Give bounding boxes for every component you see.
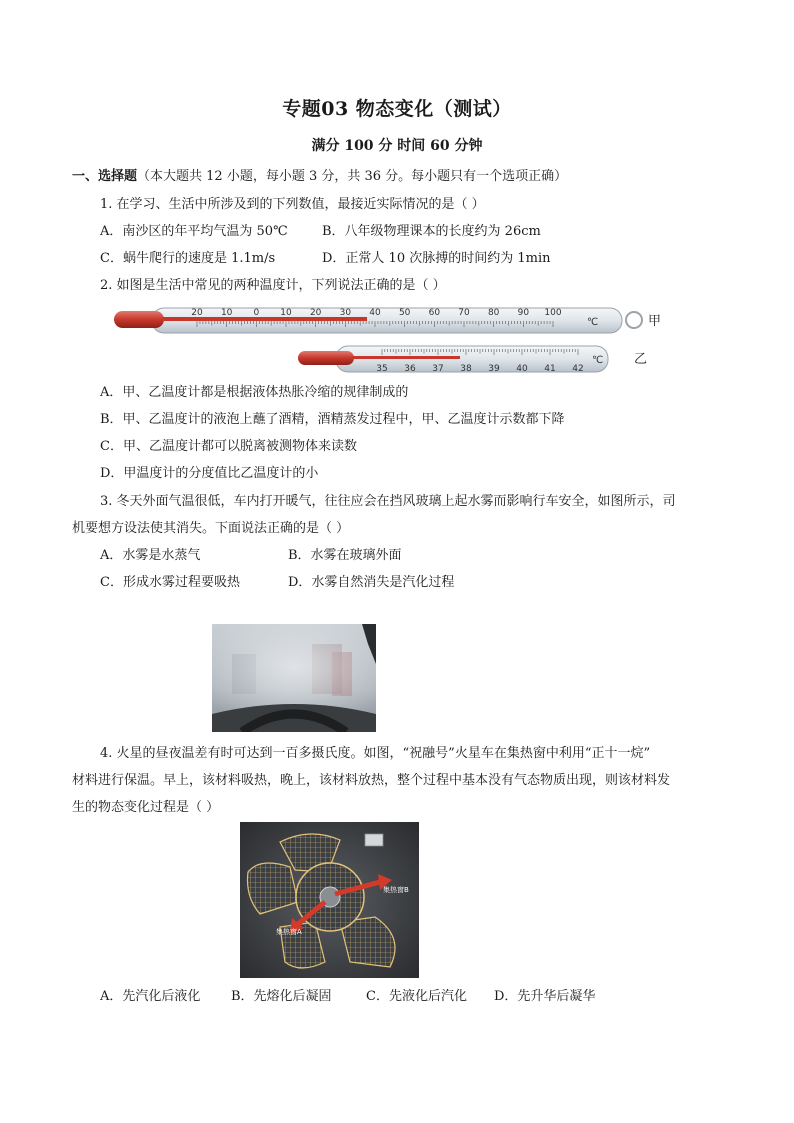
section-heading (72, 168, 567, 186)
thermometer-jia (112, 303, 682, 343)
q3-option-d: D．水雾自然消失是汽化过程 (288, 575, 455, 590)
q4-option-d: D．先升华后凝华 (494, 989, 596, 1004)
collector-a-label: 集热窗A (276, 928, 302, 936)
thermometer-jia-tick-label: 90 (517, 308, 530, 318)
q2-option-d: D．甲温度计的分度值比乙温度计的小 (100, 466, 319, 481)
q1-option-c: C．蜗牛爬行的速度是 1.1m/s (100, 251, 276, 266)
thermometer-yi-label: 乙 (634, 352, 648, 367)
thermometer-jia-tick-label: 60 (428, 308, 441, 318)
thermometer-yi-tick-label: 39 (488, 364, 500, 374)
page-title: 专题03 物态变化（测试） (282, 98, 512, 120)
thermometer-jia-tick-label: 10 (280, 308, 292, 318)
thermometer-jia-tick-label: 80 (487, 308, 500, 318)
q3-stem-line1: 3. 冬天外面气温很低，车内打开暖气，往往应会在挡风玻璃上起水雾而影响行车安全，如图所示，司 (100, 494, 676, 509)
q3-option-b: B．水雾在玻璃外面 (288, 548, 402, 563)
thermometer-yi-tick-label: 36 (404, 364, 416, 374)
thermometer-jia-tick-label: 0 (253, 308, 260, 318)
thermometer-jia-tick-label: 10 (220, 308, 233, 318)
thermometer-jia-tick-label: 100 (544, 308, 562, 318)
q1-stem: 1. 在学习、生活中所涉及到的下列数值，最接近实际情况的是（ ） (100, 197, 485, 212)
section-desc: （本大题共 12 小题，每小题 3 分，共 36 分。每小题只有一个选项正确） (137, 169, 568, 184)
q4-option-a: A．先汽化后液化 (100, 989, 201, 1004)
thermometer-yi-tick-label: 41 (544, 364, 556, 374)
q1-option-b: B．八年级物理课本的长度约为 26cm (322, 224, 541, 239)
q2-stem: 2. 如图是生活中常见的两种温度计，下列说法正确的是（ ） (100, 278, 446, 293)
thermometer-yi-tick-label: 35 (376, 364, 388, 374)
q1-option-a: A．南沙区的年平均气温为 50℃ (100, 224, 288, 239)
q4-stem-line1: 4. 火星的昼夜温差有时可达到一百多摄氏度。如图，“祝融号”火星车在集热窗中利用“正十一烷” (100, 746, 651, 761)
q2-option-b: B．甲、乙温度计的液泡上蘸了酒精，酒精蒸发过程中，甲、乙温度计示数都下降 (100, 412, 565, 427)
thermometer-jia-label: 甲 (648, 314, 662, 329)
thermometer-yi-tick-label: 37 (432, 364, 444, 374)
page-subtitle: 满分 100 分 时间 60 分钟 (311, 138, 483, 154)
thermometer-yi-tick-label: 38 (460, 364, 472, 374)
foggy-windshield-photo (212, 624, 376, 732)
thermometer-jia-tick-label: 20 (309, 308, 322, 318)
section-title: 一、选择题 (72, 169, 138, 184)
thermometer-yi-tick-label: 42 (572, 364, 584, 374)
thermometer-jia-tick-label: 30 (339, 308, 352, 318)
thermometer-jia-tick-label: 20 (191, 308, 203, 318)
q3-option-a: A．水雾是水蒸气 (100, 548, 201, 563)
mars-rover-collector-photo (240, 822, 419, 978)
thermometer-yi (296, 343, 656, 375)
q4-option-c: C．先液化后汽化 (366, 989, 467, 1004)
collector-b-label: 集热窗B (383, 886, 409, 894)
q4-stem-line3: 生的物态变化过程是（ ） (72, 800, 220, 815)
q3-option-c: C．形成水雾过程要吸热 (100, 575, 240, 590)
thermometer-jia-unit: ℃ (587, 317, 599, 328)
thermometer-yi-tick-label: 40 (516, 364, 528, 374)
q1-option-d: D．正常人 10 次脉搏的时间约为 1min (322, 251, 551, 266)
thermometer-jia-tick-label: 70 (458, 308, 470, 318)
q4-option-b: B．先熔化后凝固 (231, 989, 332, 1004)
thermometer-yi-unit: ℃ (592, 355, 604, 366)
q4-stem-line2: 材料进行保温。早上，该材料吸热，晚上，该材料放热，整个过程中基本没有气态物质出现，则该材料发 (72, 773, 671, 788)
thermometer-jia-tick-label: 50 (398, 308, 411, 318)
thermometer-jia-tick-label: 40 (369, 308, 381, 318)
q3-stem-line2: 机要想方设法使其消失。下面说法正确的是（ ） (72, 521, 350, 536)
q2-option-c: C．甲、乙温度计都可以脱离被测物体来读数 (100, 439, 357, 454)
q2-option-a: A．甲、乙温度计都是根据液体热胀冷缩的规律制成的 (100, 385, 409, 400)
